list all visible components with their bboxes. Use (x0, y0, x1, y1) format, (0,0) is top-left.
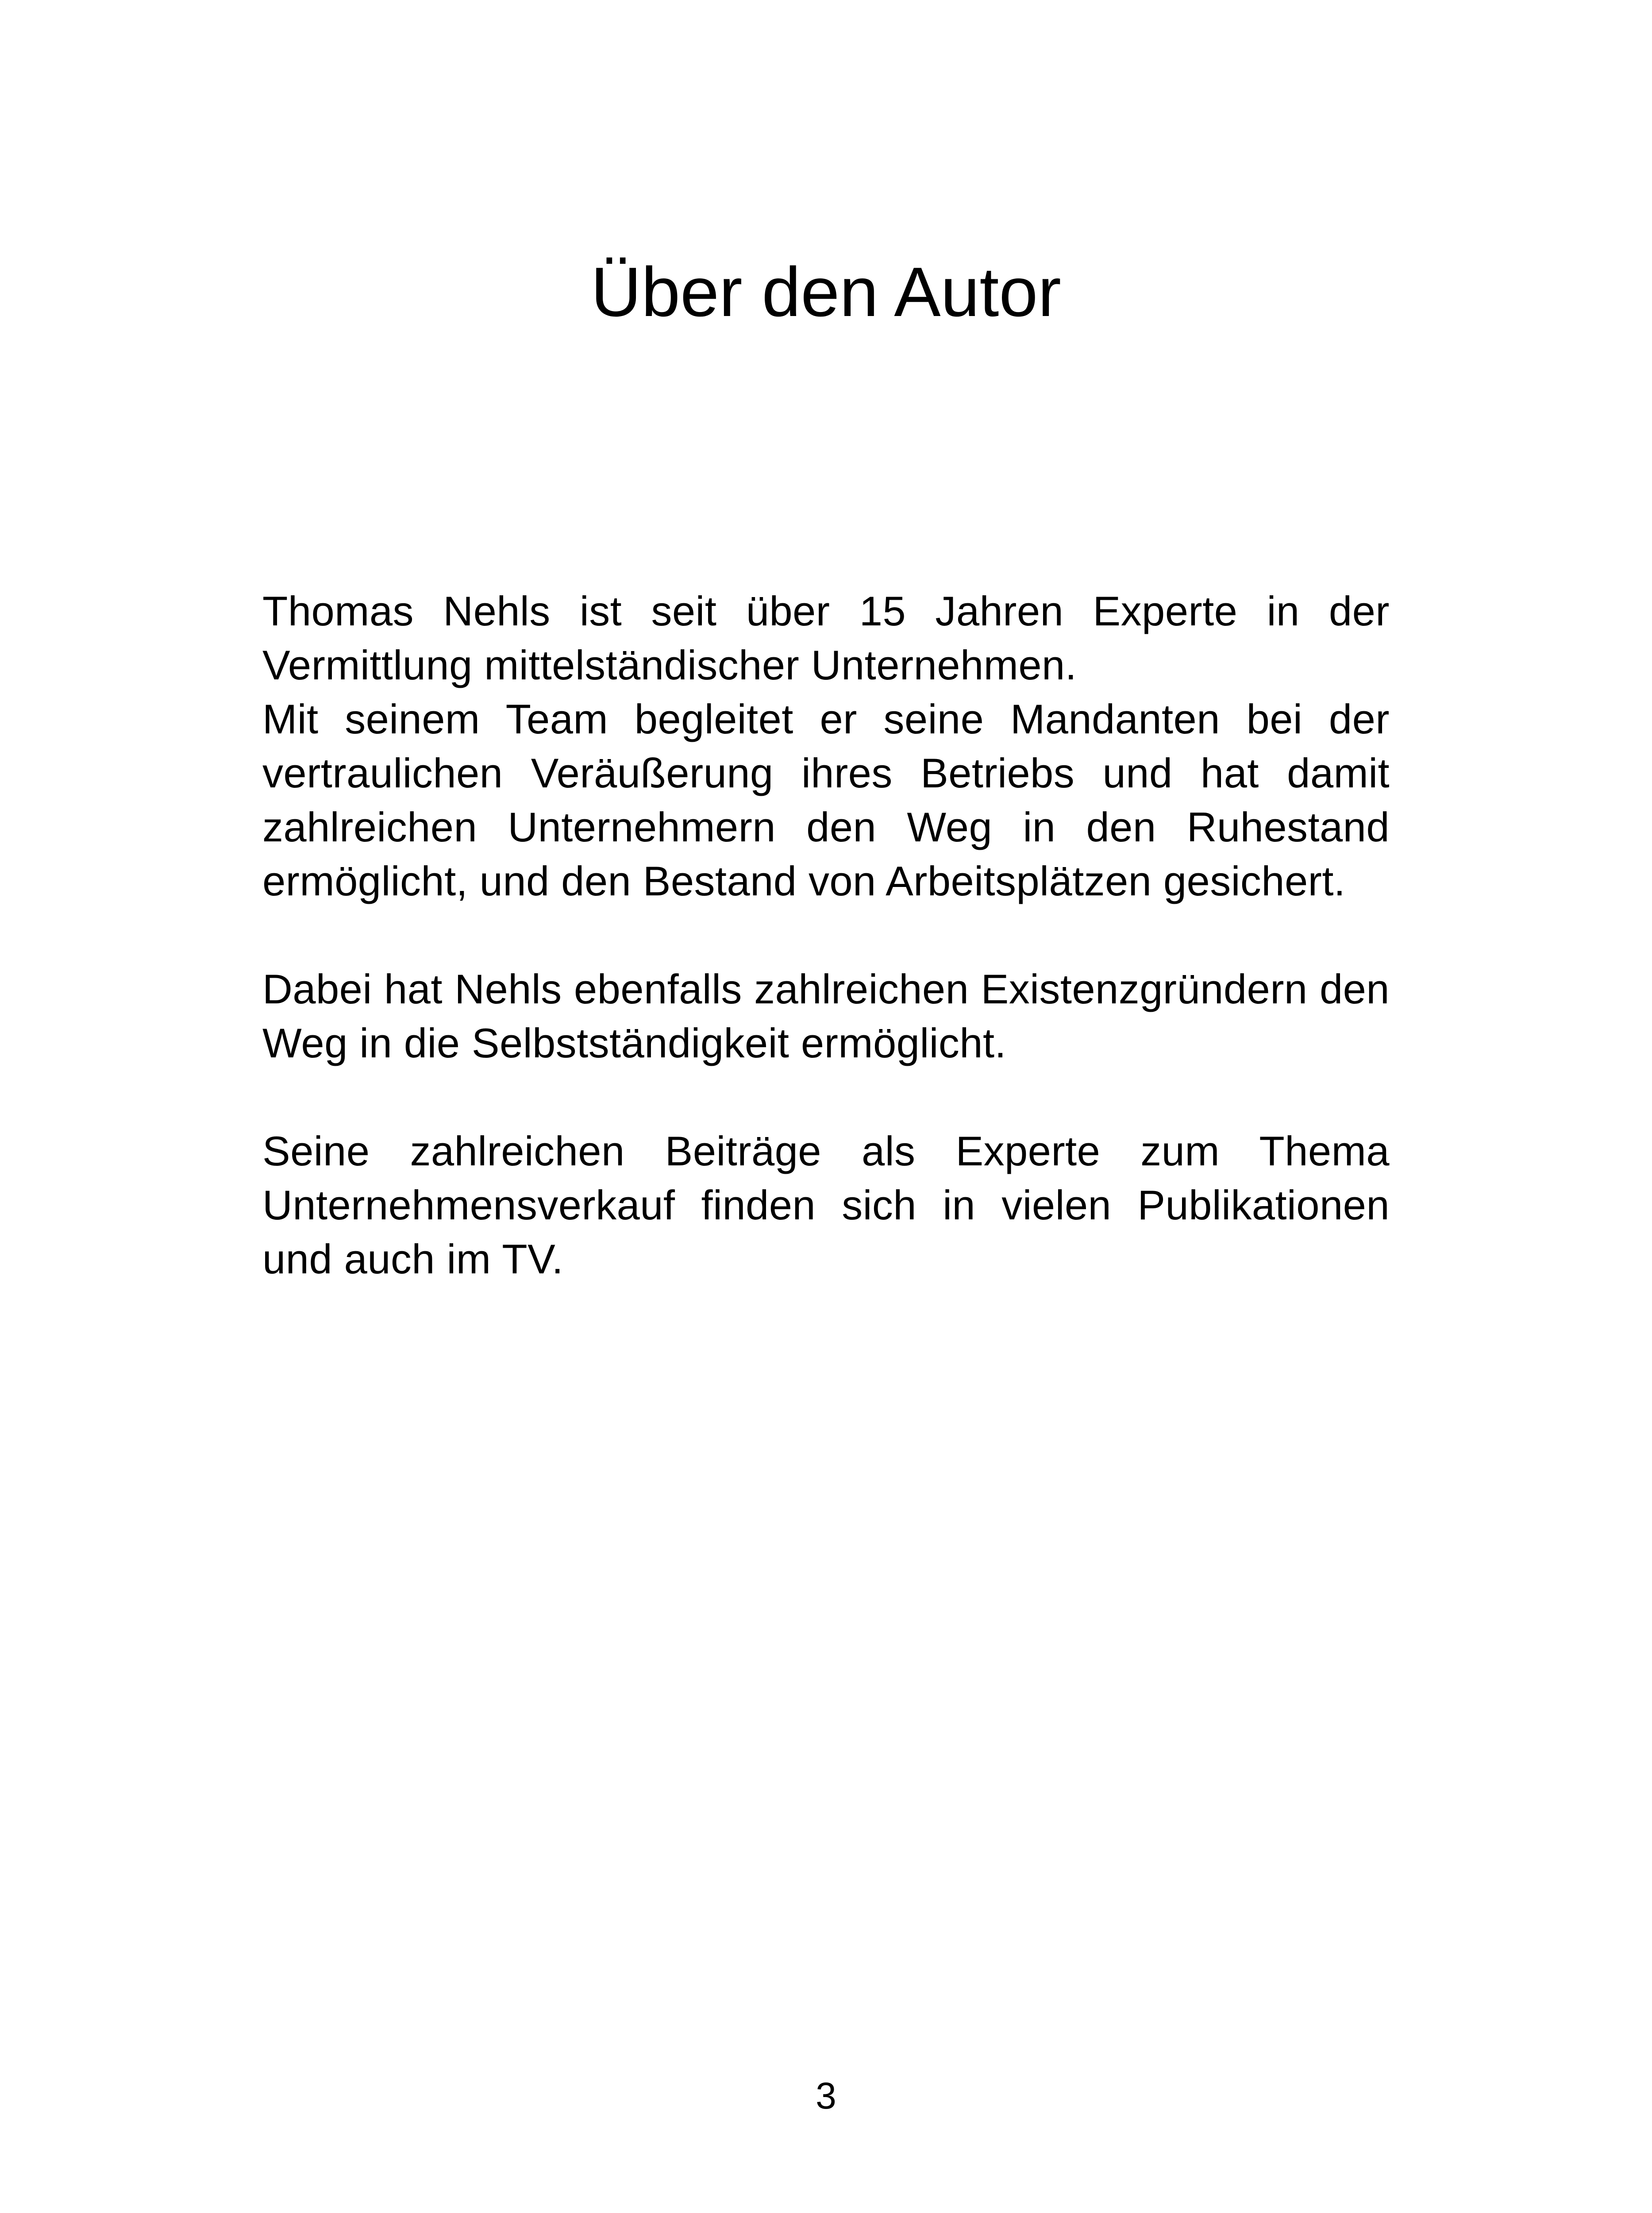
bio-paragraph-experience: Thomas Nehls ist seit über 15 Jahren Experte in der Vermittlung mittelständischer Unternehmen. (262, 588, 1390, 688)
page-title: Über den Autor (591, 253, 1061, 331)
bio-paragraph-team: Mit seinem Team begleitet er seine Mandanten bei der vertraulichen Veräußerung ihres Betriebs und hat damit zahlreichen Unternehmern den Weg in den Ruhestand ermöglicht, und den Bestand von Arbeitsplätzen gesichert. (262, 696, 1390, 904)
bio-paragraph-publications: Seine zahlreichen Beiträge als Experte zum Thema Unternehmensverkauf finden sich in vielen Publikationen und auch im TV. (262, 1128, 1390, 1282)
paragraph-spacer (262, 1070, 1390, 1124)
bio-paragraph-founders: Dabei hat Nehls ebenfalls zahlreichen Existenzgründern den Weg in die Selbstständigkeit ermöglicht. (262, 966, 1390, 1066)
author-bio (262, 584, 1390, 1286)
page-number: 3 (816, 2075, 836, 2117)
paragraph-spacer (262, 908, 1390, 962)
